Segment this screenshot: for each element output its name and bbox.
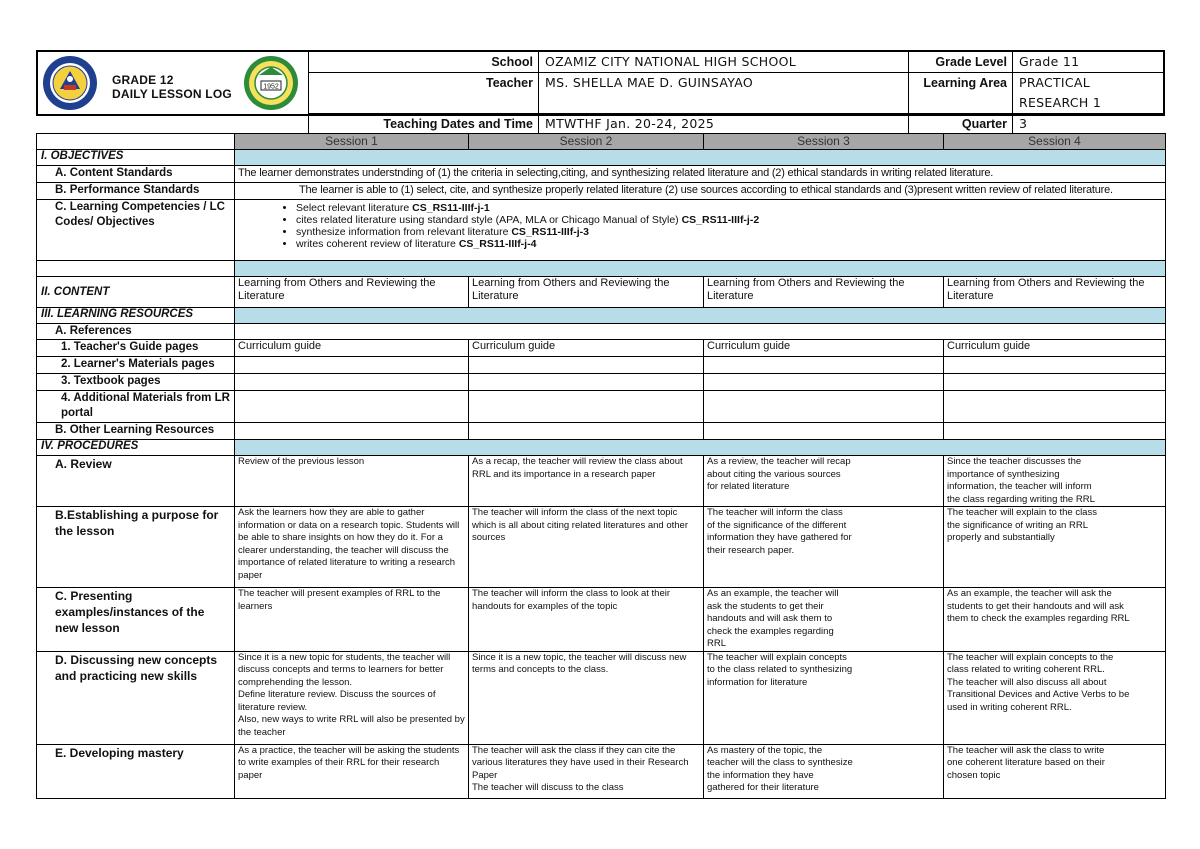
purpose-label: B.Establishing a purpose for the lesson [37, 507, 235, 588]
resources-heading: III. LEARNING RESOURCES [37, 308, 235, 324]
content-heading: II. CONTENT [37, 277, 235, 308]
learning-area-label: Learning Area [909, 73, 1013, 114]
dates-value: MTWTHF Jan. 20-24, 2025 [539, 114, 909, 135]
tg-session-1: Curriculum guide [235, 340, 469, 357]
quarter-value: 3 [1013, 114, 1164, 135]
textbook-row [37, 374, 1166, 391]
additional-cell [235, 391, 469, 423]
deped-seal-icon [42, 55, 98, 111]
purpose-session-1: Ask the learners how they are able to gather information or data on a research topic. Students will be able to share insights on how they do it. For a clearer understanding, the teacher will discuss the importance of related literature to writing a research paper [235, 507, 469, 588]
other-resources-label: B. Other Learning Resources [37, 423, 235, 440]
logo-area [38, 52, 308, 114]
additional-materials-label: 4. Additional Materials from LR portal [37, 391, 235, 423]
content-band [235, 261, 1166, 277]
teachers-guide-row [37, 340, 1166, 357]
learners-materials-row [37, 357, 1166, 374]
presenting-session-4: As an example, the teacher will ask the students to get their handouts and will ask them to check the examples regarding RRL [944, 588, 1166, 652]
procedures-row [37, 440, 1166, 456]
session-2-header: Session 2 [469, 134, 704, 150]
grade-level-label: Grade Level [909, 52, 1013, 73]
performance-standards-label: B. Performance Standards [37, 183, 235, 200]
session-3-header: Session 3 [704, 134, 944, 150]
competency-item [296, 202, 1162, 214]
learning-area-value: PRACTICAL RESEARCH 1 [1013, 73, 1164, 114]
additional-cell [704, 391, 944, 423]
lm-cell [704, 357, 944, 374]
tg-session-2: Curriculum guide [469, 340, 704, 357]
presenting-session-2: The teacher will inform the class to look at their handouts for examples of the topic [469, 588, 704, 652]
review-session-2: As a recap, the teacher will review the class about RRL and its importance in a research paper [469, 456, 704, 507]
content-session-2: Learning from Others and Reviewing the Literature [469, 277, 704, 308]
quarter-label: Quarter [909, 114, 1013, 135]
purpose-session-3: The teacher will inform the class of the significance of the different information they have gathered for their research paper. [704, 507, 944, 588]
textbook-cell [235, 374, 469, 391]
competency-text: writes coherent review of literature [296, 238, 459, 250]
competency-code: CS_RS11-IIIf-j-4 [458, 238, 537, 250]
tg-session-4: Curriculum guide [944, 340, 1166, 357]
competencies-row [37, 200, 1166, 261]
content-session-1: Learning from Others and Reviewing the Literature [235, 277, 469, 308]
purpose-session-2: The teacher will inform the class of the next topic which is all about citing related literatures and other sources [469, 507, 704, 588]
presenting-label: C. Presenting examples/instances of the new lesson [37, 588, 235, 652]
references-cell [235, 324, 1166, 340]
dates-label: Teaching Dates and Time [309, 114, 539, 135]
mastery-session-3: As mastery of the topic, the teacher will the class to synthesize the information they have gathered for their literature [704, 744, 944, 798]
school-label: School [309, 52, 539, 73]
presenting-session-1: The teacher will present examples of RRL to the learners [235, 588, 469, 652]
session-header-row [37, 134, 1166, 150]
presenting-row [37, 588, 1166, 652]
mastery-row [37, 744, 1166, 798]
grade-title [112, 73, 232, 101]
discussing-session-1: Since it is a new topic for students, the teacher will discuss concepts and terms to learners for better comprehending the lesson. Define literature review. Discuss the sources of literature review. Also, new ways to write RRL will also be presented by the teacher [235, 651, 469, 744]
lm-cell [469, 357, 704, 374]
lesson-log-table [36, 133, 1166, 799]
blank-corner [37, 134, 235, 150]
additional-materials-row [37, 391, 1166, 423]
references-label: A. References [37, 324, 235, 340]
review-label: A. Review [37, 456, 235, 507]
content-session-4: Learning from Others and Reviewing the Literature [944, 277, 1166, 308]
purpose-session-4: The teacher will explain to the class the significance of writing an RRL properly and substantially [944, 507, 1166, 588]
objectives-heading: I. OBJECTIVES [37, 150, 235, 166]
competency-code: CS_RS11-IIIf-j-3 [511, 226, 589, 238]
content-spacer-row [37, 261, 1166, 277]
competencies-label: C. Learning Competencies / LC Codes/ Objectives [37, 200, 235, 261]
review-row [37, 456, 1166, 507]
textbook-label: 3. Textbook pages [37, 374, 235, 391]
review-session-1: Review of the previous lesson [235, 456, 469, 507]
competency-item [296, 214, 1162, 226]
log-title: DAILY LESSON LOG [112, 87, 232, 101]
discussing-session-4: The teacher will explain concepts to the class related to writing coherent RRL. The teacher will also discuss all about Transitional Devices and Active Verbs to be used in writing coherent RRL. [944, 651, 1166, 744]
additional-cell [469, 391, 704, 423]
other-cell [235, 423, 469, 440]
content-standards-label: A. Content Standards [37, 166, 235, 183]
teachers-guide-label: 1. Teacher's Guide pages [37, 340, 235, 357]
discussing-session-3: The teacher will explain concepts to the class related to synthesizing information for literature [704, 651, 944, 744]
lm-cell [235, 357, 469, 374]
mastery-session-4: The teacher will ask the class to write one coherent literature based on their chosen topic [944, 744, 1166, 798]
competency-code: CS_RS11-IIIf-j-2 [681, 214, 760, 226]
session-1-header: Session 1 [235, 134, 469, 150]
performance-standards-value: The learner is able to (1) select, cite, and synthesize properly related literature (2) use sources according to ethical standards and (3)present written review of related literature. [235, 183, 1166, 200]
grade-level-value: Grade 11 [1013, 52, 1164, 73]
review-session-4: Since the teacher discusses the importance of synthesizing information, the teacher will inform the class regarding writing the RRL [944, 456, 1166, 507]
content-row [37, 277, 1166, 308]
content-standards-row [37, 166, 1166, 183]
competency-text: synthesize information from relevant literature [296, 226, 512, 238]
competencies-cell [235, 200, 1166, 261]
additional-cell [944, 391, 1166, 423]
content-session-3: Learning from Others and Reviewing the Literature [704, 277, 944, 308]
procedures-band [235, 440, 1166, 456]
discussing-row [37, 651, 1166, 744]
competency-code: CS_RS11-IIIf-j-1 [412, 202, 490, 214]
other-resources-row [37, 423, 1166, 440]
mastery-session-2: The teacher will ask the class if they can cite the various literatures they have used in their Research Paper The teacher will discuss to the class [469, 744, 704, 798]
performance-standards-row [37, 183, 1166, 200]
school-value: OZAMIZ CITY NATIONAL HIGH SCHOOL [539, 52, 909, 73]
objectives-band [235, 150, 1166, 166]
review-session-3: As a review, the teacher will recap about citing the various sources for related literature [704, 456, 944, 507]
competencies-list [238, 202, 1162, 250]
references-row [37, 324, 1166, 340]
content-standards-value: The learner demonstrates understnding of (1) the criteria in selecting,citing, and synthesizing related literature and (2) ethical standards in writing related literature. [235, 166, 1166, 183]
other-cell [704, 423, 944, 440]
tg-session-3: Curriculum guide [704, 340, 944, 357]
spacer-cell [37, 261, 235, 277]
discussing-session-2: Since it is a new topic, the teacher will discuss new terms and concepts to the class. [469, 651, 704, 744]
learners-materials-label: 2. Learner's Materials pages [37, 357, 235, 374]
mastery-session-1: As a practice, the teacher will be asking the students to write examples of their RRL for their research paper [235, 744, 469, 798]
competency-item [296, 226, 1162, 238]
competency-text: cites related literature using standard style (APA, MLA or Chicago Manual of Style) [296, 214, 682, 226]
presenting-session-3: As an example, the teacher will ask the students to get their handouts and will ask them to check the examples regarding RRL [704, 588, 944, 652]
school-seal-icon [242, 55, 300, 111]
other-cell [469, 423, 704, 440]
competency-item [296, 238, 1162, 250]
mastery-label: E. Developing mastery [37, 744, 235, 798]
textbook-cell [704, 374, 944, 391]
objectives-row [37, 150, 1166, 166]
resources-row [37, 308, 1166, 324]
discussing-label: D. Discussing new concepts and practicing new skills [37, 651, 235, 744]
header-info-table [308, 52, 1164, 134]
teacher-label: Teacher [309, 73, 539, 114]
resources-band [235, 308, 1166, 324]
school-seal-year: 1952 [263, 83, 279, 91]
header-block [36, 50, 1165, 131]
competency-text: Select relevant literature [296, 202, 413, 214]
teacher-value: MS. SHELLA MAE D. GUINSAYAO [539, 73, 909, 114]
session-4-header: Session 4 [944, 134, 1166, 150]
grade-label: GRADE 12 [112, 73, 174, 87]
procedures-heading: IV. PROCEDURES [37, 440, 235, 456]
textbook-cell [469, 374, 704, 391]
other-cell [944, 423, 1166, 440]
textbook-cell [944, 374, 1166, 391]
lm-cell [944, 357, 1166, 374]
purpose-row [37, 507, 1166, 588]
